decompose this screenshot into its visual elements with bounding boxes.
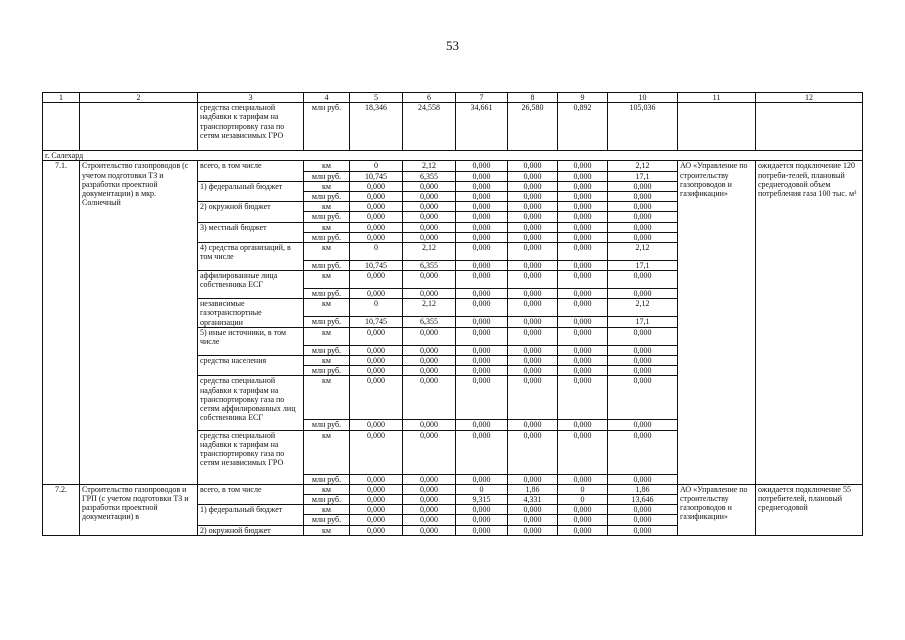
value-cell: 0,000 bbox=[350, 289, 403, 299]
value-cell: 0,000 bbox=[456, 430, 508, 474]
value-cell: 0,000 bbox=[508, 191, 558, 201]
value-cell: 0,000 bbox=[350, 474, 403, 484]
funding-source: всего, в том числе bbox=[198, 161, 304, 181]
value-cell: 0,000 bbox=[350, 430, 403, 474]
value-cell: 1,86 bbox=[508, 484, 558, 494]
column-header: 10 bbox=[608, 93, 678, 103]
value-cell: 0,000 bbox=[508, 345, 558, 355]
table-cell: 18,346 bbox=[350, 103, 403, 151]
value-cell: 0,000 bbox=[456, 327, 508, 345]
value-cell: 6,355 bbox=[403, 317, 456, 327]
value-cell: 0,000 bbox=[456, 420, 508, 430]
value-cell: 0,000 bbox=[508, 181, 558, 191]
funding-source: всего, в том числе bbox=[198, 484, 304, 504]
value-cell: 0,000 bbox=[403, 474, 456, 484]
value-cell: 0,000 bbox=[558, 299, 608, 317]
value-cell: 0,000 bbox=[403, 420, 456, 430]
value-cell: 0,000 bbox=[608, 191, 678, 201]
unit-cell: млн руб. bbox=[304, 232, 350, 242]
unit-cell: км bbox=[304, 299, 350, 317]
value-cell: 2,12 bbox=[403, 242, 456, 260]
value-cell: 0,000 bbox=[608, 474, 678, 484]
value-cell: 0,000 bbox=[608, 232, 678, 242]
value-cell: 0,000 bbox=[508, 366, 558, 376]
item-title: Строительство газопроводов и ГРП (с учетом подготовки ТЗ и разработки проектной документации) в bbox=[80, 484, 198, 535]
value-cell: 0,000 bbox=[608, 430, 678, 474]
unit-cell: км bbox=[304, 484, 350, 494]
value-cell: 0,000 bbox=[350, 181, 403, 191]
value-cell: 0,000 bbox=[508, 525, 558, 535]
value-cell: 0,000 bbox=[403, 376, 456, 420]
item-index: 7.2. bbox=[43, 484, 80, 535]
unit-cell: км bbox=[304, 505, 350, 515]
column-header: 5 bbox=[350, 93, 403, 103]
value-cell: 0,000 bbox=[558, 222, 608, 232]
value-cell: 0,000 bbox=[350, 366, 403, 376]
value-cell: 0 bbox=[350, 161, 403, 171]
value-cell: 0,000 bbox=[456, 202, 508, 212]
value-cell: 0,000 bbox=[508, 202, 558, 212]
value-cell: 0,000 bbox=[508, 299, 558, 317]
unit-cell: млн руб. bbox=[304, 212, 350, 222]
value-cell: 0,000 bbox=[608, 289, 678, 299]
table-cell: 105,036 bbox=[608, 103, 678, 151]
value-cell: 0,000 bbox=[508, 232, 558, 242]
column-header: 8 bbox=[508, 93, 558, 103]
value-cell: 0,000 bbox=[558, 430, 608, 474]
value-cell: 6,355 bbox=[403, 171, 456, 181]
funding-source: 3) местный бюджет bbox=[198, 222, 304, 242]
table-cell: средства специальной надбавки к тарифам на транспортировку газа по сетям независимых ГРО bbox=[198, 103, 304, 151]
column-header: 9 bbox=[558, 93, 608, 103]
value-cell: 0,000 bbox=[608, 222, 678, 232]
value-cell: 0,000 bbox=[558, 260, 608, 270]
value-cell: 0 bbox=[350, 299, 403, 317]
value-cell: 0,000 bbox=[403, 327, 456, 345]
value-cell: 0,000 bbox=[508, 376, 558, 420]
funding-source: 2) окружной бюджет bbox=[198, 525, 304, 535]
value-cell: 0,000 bbox=[403, 271, 456, 289]
value-cell: 6,355 bbox=[403, 260, 456, 270]
value-cell: 0,000 bbox=[350, 525, 403, 535]
value-cell: 0,000 bbox=[456, 376, 508, 420]
value-cell: 0,000 bbox=[403, 430, 456, 474]
value-cell: 0,000 bbox=[350, 515, 403, 525]
value-cell: 0,000 bbox=[456, 161, 508, 171]
unit-cell: млн руб. bbox=[304, 474, 350, 484]
unit-cell: млн руб. bbox=[304, 171, 350, 181]
value-cell: 1,86 bbox=[608, 484, 678, 494]
value-cell: 0,000 bbox=[350, 420, 403, 430]
value-cell: 0,000 bbox=[403, 356, 456, 366]
value-cell: 0,000 bbox=[403, 181, 456, 191]
value-cell: 0,000 bbox=[608, 181, 678, 191]
unit-cell: млн руб. bbox=[304, 345, 350, 355]
table-cell bbox=[80, 103, 198, 151]
column-header: 6 bbox=[403, 93, 456, 103]
value-cell: 0,000 bbox=[608, 345, 678, 355]
value-cell: 0,000 bbox=[456, 515, 508, 525]
value-cell: 0,000 bbox=[403, 202, 456, 212]
column-header: 11 bbox=[678, 93, 756, 103]
value-cell: 0,000 bbox=[558, 356, 608, 366]
value-cell: 17,1 bbox=[608, 260, 678, 270]
value-cell: 0,000 bbox=[558, 289, 608, 299]
section-city: г. Салехард bbox=[43, 151, 863, 161]
value-cell: 0,000 bbox=[558, 525, 608, 535]
value-cell: 0,000 bbox=[508, 474, 558, 484]
value-cell: 0,000 bbox=[456, 260, 508, 270]
value-cell: 0,000 bbox=[508, 222, 558, 232]
value-cell: 0,000 bbox=[456, 181, 508, 191]
value-cell: 0,000 bbox=[608, 327, 678, 345]
value-cell: 0,000 bbox=[508, 212, 558, 222]
value-cell: 0,000 bbox=[558, 212, 608, 222]
funding-source: средства специальной надбавки к тарифам на транспортировку газа по сетям независимых ГРО bbox=[198, 430, 304, 484]
result-cell: ожидается подключение 55 потребителей, плановый среднегодовой bbox=[756, 484, 863, 535]
value-cell: 0,000 bbox=[350, 212, 403, 222]
table-cell: млн руб. bbox=[304, 103, 350, 151]
value-cell: 10,745 bbox=[350, 317, 403, 327]
value-cell: 0,000 bbox=[456, 222, 508, 232]
value-cell: 0,000 bbox=[508, 317, 558, 327]
table-cell bbox=[678, 103, 756, 151]
value-cell: 0,000 bbox=[456, 356, 508, 366]
value-cell: 0,000 bbox=[456, 505, 508, 515]
value-cell: 0,000 bbox=[403, 505, 456, 515]
value-cell: 0,000 bbox=[508, 420, 558, 430]
value-cell: 0,000 bbox=[508, 171, 558, 181]
value-cell: 0,000 bbox=[350, 232, 403, 242]
value-cell: 0,000 bbox=[456, 242, 508, 260]
value-cell: 0,000 bbox=[558, 271, 608, 289]
value-cell: 0 bbox=[350, 242, 403, 260]
value-cell: 0,000 bbox=[508, 327, 558, 345]
value-cell: 0,000 bbox=[350, 222, 403, 232]
unit-cell: млн руб. bbox=[304, 366, 350, 376]
executor-cell: АО «Управление по строительству газопроводов и газификации» bbox=[678, 161, 756, 484]
section-row bbox=[43, 151, 863, 161]
value-cell: 0,000 bbox=[456, 271, 508, 289]
column-header: 4 bbox=[304, 93, 350, 103]
value-cell: 0,000 bbox=[403, 232, 456, 242]
funding-source: средства населения bbox=[198, 356, 304, 376]
value-cell: 0,000 bbox=[403, 212, 456, 222]
value-cell: 9,315 bbox=[456, 494, 508, 504]
value-cell: 0,000 bbox=[350, 505, 403, 515]
unit-cell: км bbox=[304, 222, 350, 232]
unit-cell: млн руб. bbox=[304, 289, 350, 299]
value-cell: 0,000 bbox=[608, 525, 678, 535]
funding-source: 4) средства организаций, в том числе bbox=[198, 242, 304, 270]
value-cell: 0,000 bbox=[558, 191, 608, 201]
value-cell: 0,000 bbox=[558, 345, 608, 355]
unit-cell: млн руб. bbox=[304, 191, 350, 201]
value-cell: 0,000 bbox=[508, 271, 558, 289]
unit-cell: млн руб. bbox=[304, 420, 350, 430]
value-cell: 4,331 bbox=[508, 494, 558, 504]
value-cell: 2,12 bbox=[403, 299, 456, 317]
unit-cell: км bbox=[304, 271, 350, 289]
value-cell: 0,000 bbox=[558, 181, 608, 191]
value-cell: 2,12 bbox=[608, 299, 678, 317]
value-cell: 0,000 bbox=[350, 191, 403, 201]
value-cell: 0 bbox=[456, 484, 508, 494]
unit-cell: км bbox=[304, 376, 350, 420]
value-cell: 0,000 bbox=[558, 242, 608, 260]
value-cell: 0,000 bbox=[558, 327, 608, 345]
value-cell: 0,000 bbox=[456, 191, 508, 201]
funding-source: средства специальной надбавки к тарифам на транспортировку газа по сетям аффилированных лиц собственника ЕСГ bbox=[198, 376, 304, 430]
result-cell: ожидается подключение 120 потреби-телей, плановый среднегодовой объем потребления газа 100 тыс. м³ bbox=[756, 161, 863, 484]
value-cell: 2,12 bbox=[608, 242, 678, 260]
unit-cell: км bbox=[304, 161, 350, 171]
value-cell: 0,000 bbox=[558, 202, 608, 212]
value-cell: 0,000 bbox=[403, 345, 456, 355]
funding-source: 5) иные источники, в том числе bbox=[198, 327, 304, 355]
value-cell: 0,000 bbox=[350, 356, 403, 366]
value-cell: 0,000 bbox=[403, 289, 456, 299]
value-cell: 0,000 bbox=[608, 366, 678, 376]
funding-source: 1) федеральный бюджет bbox=[198, 181, 304, 201]
value-cell: 0,000 bbox=[403, 515, 456, 525]
value-cell: 0,000 bbox=[350, 376, 403, 420]
value-cell: 0,000 bbox=[456, 525, 508, 535]
value-cell: 0,000 bbox=[608, 356, 678, 366]
value-cell: 0,000 bbox=[558, 376, 608, 420]
unit-cell: км bbox=[304, 525, 350, 535]
value-cell: 0,000 bbox=[403, 222, 456, 232]
funding-source: 1) федеральный бюджет bbox=[198, 505, 304, 525]
column-header: 1 bbox=[43, 93, 80, 103]
value-cell: 0,000 bbox=[350, 271, 403, 289]
value-cell: 0,000 bbox=[608, 271, 678, 289]
funding-source: 2) окружной бюджет bbox=[198, 202, 304, 222]
table-cell bbox=[756, 103, 863, 151]
unit-cell: км bbox=[304, 242, 350, 260]
value-cell: 0,000 bbox=[403, 494, 456, 504]
value-cell: 0,000 bbox=[403, 366, 456, 376]
value-cell: 0,000 bbox=[558, 232, 608, 242]
program-table bbox=[42, 92, 863, 536]
item-title: Строительство газопроводов (с учетом подготовки ТЗ и разработки проектной документации) в мкр. Солнечный bbox=[80, 161, 198, 484]
table-cell: 34,661 bbox=[456, 103, 508, 151]
value-cell: 0,000 bbox=[456, 474, 508, 484]
value-cell: 0 bbox=[558, 484, 608, 494]
value-cell: 10,745 bbox=[350, 171, 403, 181]
value-cell: 0,000 bbox=[350, 202, 403, 212]
item-index: 7.1. bbox=[43, 161, 80, 484]
header-row bbox=[43, 93, 863, 103]
value-cell: 0,000 bbox=[403, 525, 456, 535]
column-header: 3 bbox=[198, 93, 304, 103]
unit-cell: км bbox=[304, 327, 350, 345]
unit-cell: млн руб. bbox=[304, 260, 350, 270]
value-cell: 0,000 bbox=[508, 430, 558, 474]
value-cell: 0,000 bbox=[456, 289, 508, 299]
value-cell: 0,000 bbox=[456, 212, 508, 222]
value-cell: 0,000 bbox=[608, 212, 678, 222]
column-header: 12 bbox=[756, 93, 863, 103]
value-cell: 2,12 bbox=[403, 161, 456, 171]
value-cell: 0,000 bbox=[456, 317, 508, 327]
executor-cell: АО «Управление по строительству газопроводов и газификации» bbox=[678, 484, 756, 535]
table-cell: 0,892 bbox=[558, 103, 608, 151]
value-cell: 0,000 bbox=[456, 171, 508, 181]
unit-cell: млн руб. bbox=[304, 515, 350, 525]
value-cell: 0,000 bbox=[608, 420, 678, 430]
value-cell: 0,000 bbox=[608, 515, 678, 525]
column-header: 7 bbox=[456, 93, 508, 103]
column-header: 2 bbox=[80, 93, 198, 103]
value-cell: 13,646 bbox=[608, 494, 678, 504]
unit-cell: млн руб. bbox=[304, 317, 350, 327]
page-number: 53 bbox=[446, 38, 459, 53]
value-cell: 0,000 bbox=[558, 171, 608, 181]
value-cell: 0,000 bbox=[508, 242, 558, 260]
funding-source: аффилированные лица собственника ЕСГ bbox=[198, 271, 304, 299]
unit-cell: млн руб. bbox=[304, 494, 350, 504]
value-cell: 0,000 bbox=[350, 484, 403, 494]
value-cell: 0,000 bbox=[558, 317, 608, 327]
value-cell: 0,000 bbox=[558, 505, 608, 515]
unit-cell: км bbox=[304, 430, 350, 474]
table-cell: 24,558 bbox=[403, 103, 456, 151]
value-cell: 0,000 bbox=[608, 202, 678, 212]
unit-cell: км bbox=[304, 202, 350, 212]
value-cell: 0,000 bbox=[508, 515, 558, 525]
value-cell: 0 bbox=[558, 494, 608, 504]
value-cell: 0,000 bbox=[508, 289, 558, 299]
table-cell: 26,580 bbox=[508, 103, 558, 151]
table-row bbox=[43, 103, 863, 151]
value-cell: 0,000 bbox=[608, 505, 678, 515]
value-cell: 17,1 bbox=[608, 317, 678, 327]
table-cell bbox=[43, 103, 80, 151]
table-row bbox=[43, 161, 863, 171]
value-cell: 0,000 bbox=[456, 299, 508, 317]
value-cell: 0,000 bbox=[508, 356, 558, 366]
value-cell: 0,000 bbox=[350, 345, 403, 355]
value-cell: 0,000 bbox=[558, 515, 608, 525]
table-row bbox=[43, 484, 863, 494]
value-cell: 0,000 bbox=[558, 474, 608, 484]
value-cell: 0,000 bbox=[558, 420, 608, 430]
value-cell: 0,000 bbox=[558, 366, 608, 376]
value-cell: 0,000 bbox=[558, 161, 608, 171]
value-cell: 2,12 bbox=[608, 161, 678, 171]
value-cell: 0,000 bbox=[403, 191, 456, 201]
unit-cell: км bbox=[304, 181, 350, 191]
value-cell: 0,000 bbox=[456, 366, 508, 376]
value-cell: 0,000 bbox=[508, 260, 558, 270]
funding-source: независимые газотранспортные организации bbox=[198, 299, 304, 328]
value-cell: 10,745 bbox=[350, 260, 403, 270]
unit-cell: км bbox=[304, 356, 350, 366]
value-cell: 0,000 bbox=[456, 232, 508, 242]
value-cell: 0,000 bbox=[608, 376, 678, 420]
value-cell: 0,000 bbox=[350, 327, 403, 345]
value-cell: 0,000 bbox=[456, 345, 508, 355]
value-cell: 0,000 bbox=[350, 494, 403, 504]
value-cell: 0,000 bbox=[508, 161, 558, 171]
value-cell: 17,1 bbox=[608, 171, 678, 181]
value-cell: 0,000 bbox=[508, 505, 558, 515]
value-cell: 0,000 bbox=[403, 484, 456, 494]
